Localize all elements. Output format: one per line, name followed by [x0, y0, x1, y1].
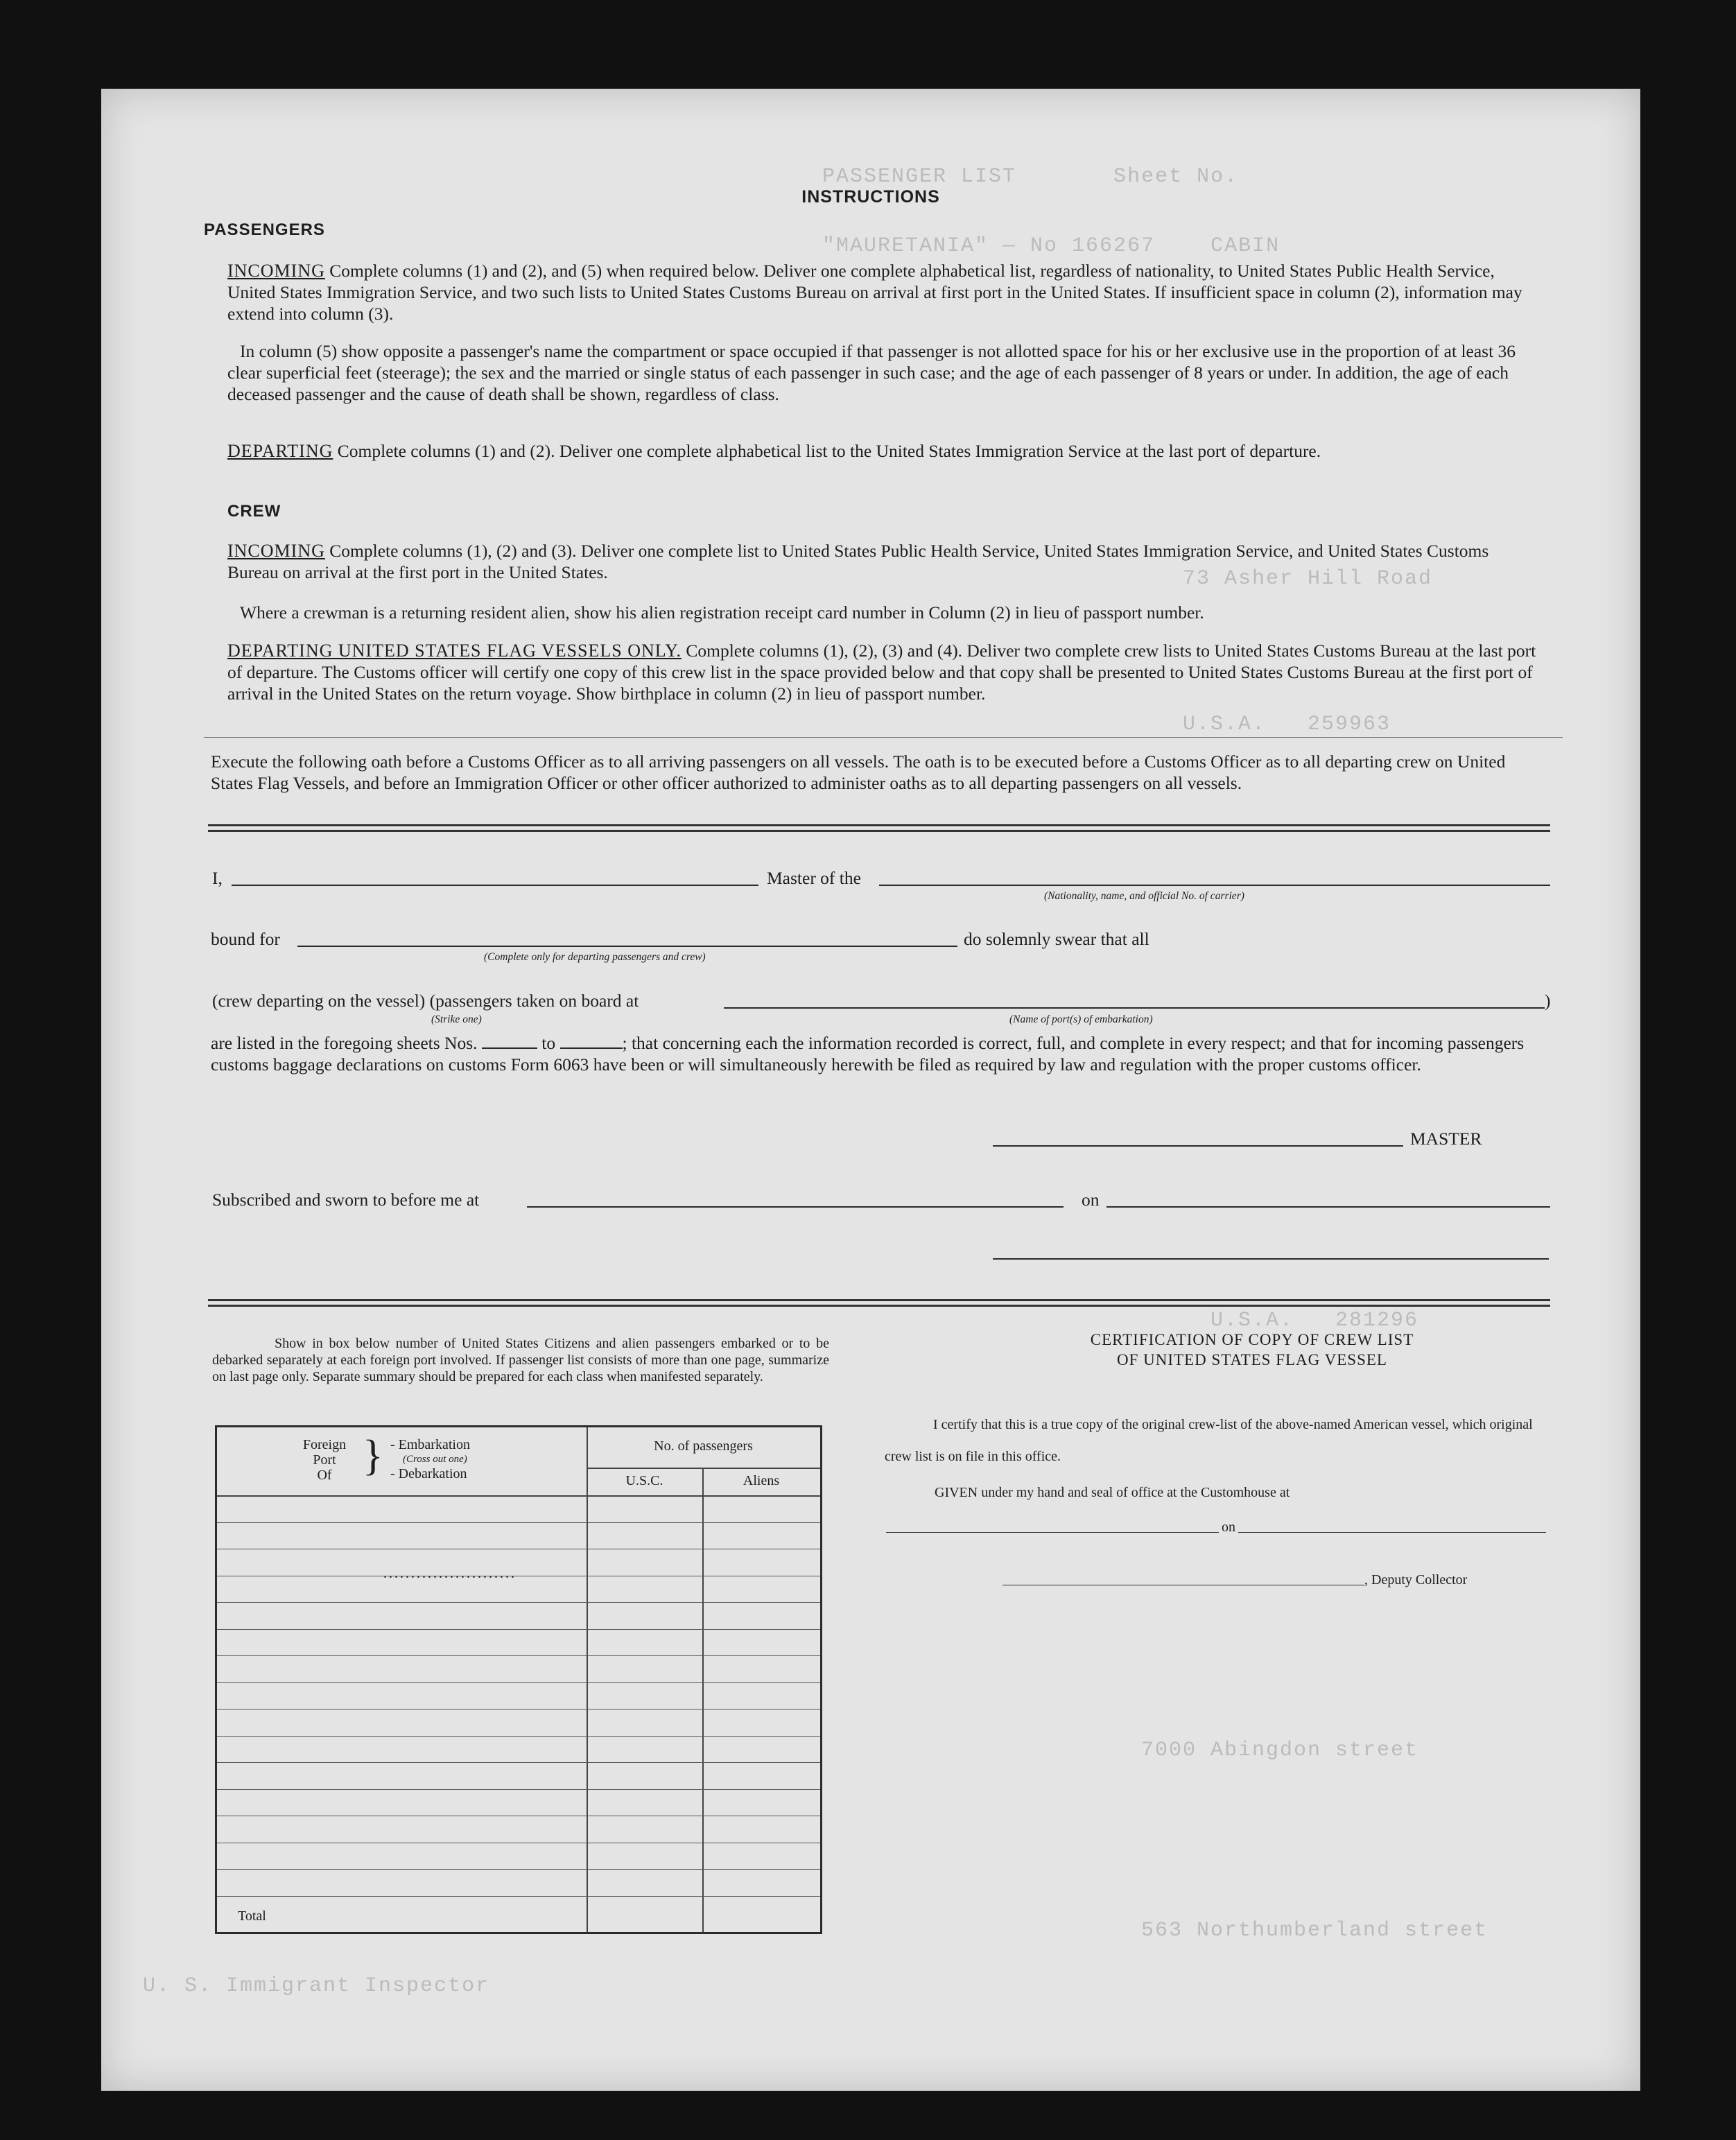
master-name-field[interactable]	[232, 885, 758, 886]
deputy-collector-label: , Deputy Collector	[1364, 1572, 1468, 1587]
crew-departing-text: (crew departing on the vessel) (passengers taken on board at	[212, 991, 639, 1011]
passengers-incoming-label: INCOMING	[227, 261, 325, 281]
summary-instructions: Show in box below number of United States Citizens and alien passengers embarked or to be debarked separately at each foreign port involved. If passenger list consists of more than one page, summarize on last page only. Separate summary should be prepared for each class when manifested separately.	[212, 1336, 829, 1384]
swear-text: do solemnly swear that all	[964, 929, 1149, 949]
ports-hint: (Name of port(s) of embarkation)	[1009, 1014, 1153, 1025]
bleed-through-text: PASSENGER LIST Sheet No.	[822, 165, 1239, 189]
aliens-header: Aliens	[743, 1473, 780, 1488]
foreign-word: Foreign	[302, 1437, 347, 1452]
column-divider	[702, 1468, 704, 1932]
crew-incoming-text: Complete columns (1), (2) and (3). Deliver one complete list to United States Public Health Service, United States Immigration Service, and United States Customs Bureau on arrival at the first port in the United States.	[227, 541, 1489, 582]
bleed-through-text: U. S. Immigrant Inspector	[143, 1974, 490, 1998]
passengers-incoming-paragraph	[227, 260, 1542, 324]
subscribed-label: Subscribed and sworn to before me at	[212, 1190, 480, 1210]
oath-intro: Execute the following oath before a Customs Officer as to all arriving passengers on all vessels. The oath is to be executed before a Customs Officer as to all departing crew on United States Flag Vessels, and before an Immigration Officer or other officer authorized to administer oaths as to all departing passengers on all vessels.	[211, 751, 1506, 793]
listed-text-b: ; that concerning each the information recorded is correct, full, and complete in every respect; and that for incoming passengers customs baggage declarations on customs Form 6063 have been or will simultaneously herewith be filed as required by law and regulation with the proper customs officer.	[211, 1033, 1525, 1075]
table-row[interactable]	[217, 1629, 820, 1630]
cross-out-hint: (Cross out one)	[403, 1454, 467, 1465]
embarkation-label: - Embarkation	[390, 1437, 470, 1452]
bleed-through-text: "MAURETANIA" — No 166267 CABIN	[822, 234, 1281, 258]
passengers-column5-paragraph: In column (5) show opposite a passenger's name the compartment or space occupied if that passenger is not allotted space for his or her exclusive use in the proportion of at least 36 clear superficial feet (steerage); the sex and the married or single status of each passenger in such case; and the age of each passenger of 8 years or under. In addition, the age of each deceased passenger and the cause of death shall be shown, regardless of class.	[227, 341, 1516, 404]
sheet-from-field[interactable]	[482, 1047, 537, 1049]
bleed-through-text: 7000 Abingdon street	[1141, 1739, 1419, 1762]
table-row[interactable]	[217, 1736, 820, 1737]
sheet-to-field[interactable]	[560, 1047, 623, 1049]
table-row[interactable]	[217, 1522, 820, 1523]
master-of-label: Master of the	[767, 868, 861, 888]
passenger-summary-table	[215, 1425, 822, 1934]
crew-departing-text: Complete columns (1), (2), (3) and (4). Deliver two complete crew lists to United States Customs Bureau at the last port of departure. The Customs officer will certify one copy of this crew list in the space provided below and that copy shall be presented to United States Customs Bureau at the first port of arrival in the United States on the return voyage. Show birthplace in column (2) in lieu of passport number.	[227, 641, 1536, 704]
table-row[interactable]	[217, 1789, 820, 1790]
debarkation-label: - Debarkation	[390, 1466, 467, 1481]
listed-paragraph	[211, 1032, 1552, 1075]
bleed-through-text: 73 Asher Hill Road	[1183, 567, 1433, 591]
master-signature-line[interactable]	[993, 1145, 1403, 1147]
bound-for-label: bound for	[211, 929, 280, 949]
table-row[interactable]	[217, 1869, 820, 1870]
table-row[interactable]	[217, 1762, 820, 1763]
document-page	[101, 89, 1640, 2091]
dotted-entry: ........................	[383, 1566, 517, 1581]
bound-hint: (Complete only for departing passengers and crew)	[484, 951, 706, 963]
header-bottom-rule	[217, 1495, 820, 1497]
oath-i-label: I,	[212, 868, 223, 888]
listed-to: to	[541, 1033, 556, 1053]
crew-incoming-paragraph	[227, 540, 1542, 583]
bleed-through-text: 563 Northumberland street	[1141, 1919, 1488, 1942]
certification-title-line2: OF UNITED STATES FLAG VESSEL	[1117, 1351, 1387, 1368]
close-paren: )	[1545, 991, 1551, 1011]
passengers-incoming-text: Complete columns (1) and (2), and (5) when required below. Deliver one complete alphabetical list, regardless of nationality, to United States Public Health Service, United States Immigration Service, and two such lists to United States Customs Bureau on arrival at first port in the United States. If insufficient space in column (2), information may extend into column (3).	[227, 261, 1522, 324]
of-word: Of	[317, 1468, 332, 1483]
brace-glyph: }	[363, 1432, 383, 1479]
listed-text-a: are listed in the foregoing sheets Nos.	[211, 1033, 478, 1053]
instructions-title: INSTRUCTIONS	[801, 187, 940, 207]
crew-incoming-label: INCOMING	[227, 541, 325, 561]
carrier-hint: (Nationality, name, and official No. of carrier)	[1044, 890, 1244, 902]
cert-date-field[interactable]	[1241, 1532, 1546, 1533]
cert-on-label: on	[1219, 1517, 1238, 1538]
total-label: Total	[238, 1908, 266, 1924]
sworn-date-field[interactable]	[1106, 1206, 1550, 1208]
sworn-place-field[interactable]	[527, 1206, 1064, 1208]
column-divider	[587, 1427, 588, 1932]
bleed-through-text: U.S.A. 281296	[1210, 1309, 1419, 1332]
certification-title-line1: CERTIFICATION OF COPY OF CREW LIST	[1090, 1331, 1414, 1348]
no-passengers-header: No. of passengers	[654, 1438, 753, 1454]
given-text: GIVEN under my hand and seal of office at the Customhouse at	[935, 1485, 1290, 1500]
crew-resident-paragraph: Where a crewman is a returning resident alien, show his alien registration receipt card number in Column (2) in lieu of passport number.	[240, 602, 1204, 623]
sworn-on-label: on	[1082, 1190, 1100, 1210]
embarkation-ports-field[interactable]	[724, 1007, 1545, 1009]
certify-text: I certify that this is a true copy of the original crew-list of the above-named American vessel, which original crew list is on file in this office.	[885, 1417, 1533, 1464]
officer-signature-line[interactable]	[993, 1258, 1549, 1260]
divider	[204, 737, 1563, 738]
table-row[interactable]	[217, 1709, 820, 1710]
crew-heading: CREW	[227, 502, 281, 521]
usc-header: U.S.C.	[625, 1473, 663, 1488]
master-label: MASTER	[1410, 1129, 1482, 1149]
passengers-departing-label: DEPARTING	[227, 441, 333, 461]
certification-title	[961, 1330, 1543, 1370]
destination-field[interactable]	[297, 946, 957, 947]
table-row[interactable]	[217, 1682, 820, 1683]
bleed-through-text: U.S.A. 259963	[1183, 713, 1391, 736]
foreign-port-of-label	[286, 1437, 363, 1483]
port-word: Port	[313, 1452, 336, 1468]
double-rule	[208, 824, 1550, 832]
passengers-departing-text: Complete columns (1) and (2). Deliver one complete alphabetical list to the United States Immigration Service at the last port of departure.	[337, 441, 1321, 461]
header-divider	[587, 1468, 820, 1469]
crew-departing-label: DEPARTING UNITED STATES FLAG VESSELS ONLY.	[227, 641, 682, 661]
passengers-heading: PASSENGERS	[204, 220, 325, 239]
table-row[interactable]	[217, 1602, 820, 1603]
carrier-field[interactable]	[879, 885, 1550, 886]
double-rule	[208, 1299, 1550, 1307]
table-row[interactable]	[217, 1896, 820, 1897]
strike-one-hint: (Strike one)	[431, 1014, 482, 1025]
table-row[interactable]	[217, 1655, 820, 1656]
crew-departing-paragraph	[227, 640, 1542, 704]
passengers-departing-paragraph	[227, 440, 1542, 462]
